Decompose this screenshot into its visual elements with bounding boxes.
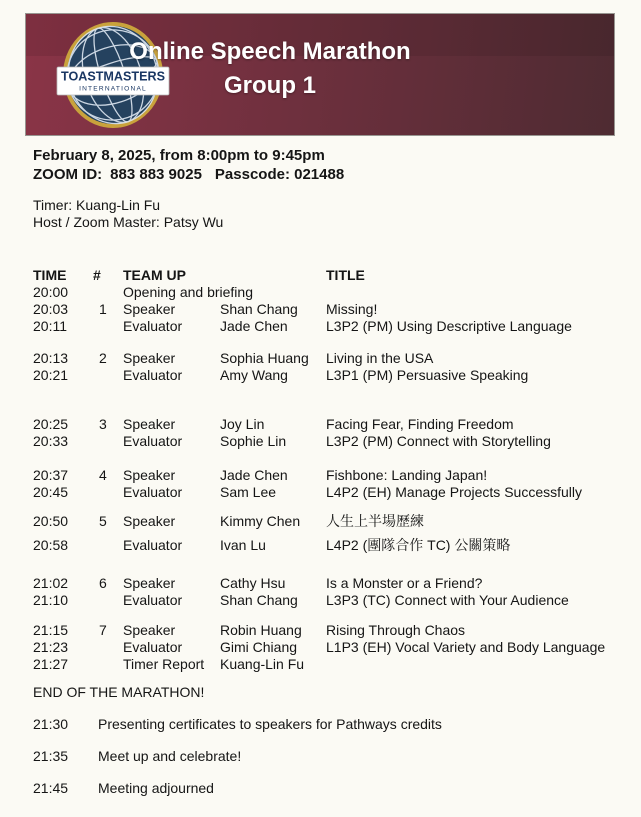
- cell-time: 21:27: [33, 656, 69, 672]
- passcode-value: Passcode: 021488: [214, 166, 345, 183]
- cell-time: 20:37: [33, 467, 69, 483]
- schedule-row: [33, 592, 633, 609]
- zoom-id-value: 883 883 9025: [110, 166, 202, 183]
- cell-number: 2: [99, 350, 107, 366]
- schedule-group: [33, 350, 633, 384]
- cell-role: Evaluator: [123, 433, 183, 449]
- cell-time: 21:02: [33, 575, 69, 591]
- end-of-marathon-line: END OF THE MARATHON!: [33, 684, 205, 700]
- cell-name: Sam Lee: [220, 484, 277, 500]
- cell-time: 21:10: [33, 592, 69, 608]
- schedule-row: [33, 509, 633, 533]
- cell-role: Evaluator: [123, 318, 183, 334]
- schedule-group: [33, 284, 633, 301]
- schedule-row: [33, 533, 633, 557]
- col-header-blank: [220, 267, 326, 284]
- cell-number: [93, 433, 123, 450]
- logo-text-toastmasters: TOASTMASTERS: [60, 69, 166, 84]
- cell-number: 6: [99, 575, 107, 591]
- schedule-row: [33, 622, 633, 639]
- cell-role: Speaker: [123, 467, 176, 483]
- cell-role: Evaluator: [123, 639, 183, 655]
- cell-title: Living in the USA: [326, 350, 434, 366]
- schedule-row: [33, 350, 633, 367]
- cell-number: [93, 639, 123, 656]
- cell-time: 20:50: [33, 513, 69, 529]
- cell-role: Speaker: [123, 301, 176, 317]
- cell-number: [93, 656, 123, 673]
- banner-title: [84, 35, 456, 103]
- roles-info: [33, 197, 223, 231]
- cell-time: 20:13: [33, 350, 69, 366]
- cell-role: Evaluator: [123, 592, 183, 608]
- cell-role: Opening and briefing: [123, 284, 253, 300]
- logo-text-international: INTERNATIONAL: [79, 85, 147, 93]
- cell-title: Fishbone: Landing Japan!: [326, 467, 488, 483]
- cell-time: 20:11: [33, 318, 67, 334]
- col-header-num: #: [93, 267, 101, 283]
- cell-number: [93, 284, 123, 301]
- schedule-group: [33, 467, 633, 501]
- cell-time: 20:58: [33, 537, 69, 553]
- schedule-table: [33, 267, 633, 673]
- cell-name: Kimmy Chen: [220, 513, 301, 529]
- cell-title: [326, 284, 633, 301]
- meeting-info: [33, 146, 344, 184]
- cell-title: L3P2 (PM) Using Descriptive Language: [326, 318, 572, 334]
- cell-role: Speaker: [123, 416, 176, 432]
- schedule-row: [33, 656, 633, 673]
- schedule-row: [33, 484, 633, 501]
- zoom-info-line: [33, 165, 344, 184]
- schedule-row: [33, 318, 633, 335]
- schedule-group: [33, 416, 633, 450]
- cell-name: Ivan Lu: [220, 537, 266, 553]
- closing-item: [33, 748, 442, 765]
- banner: [25, 13, 615, 136]
- cell-number: [93, 318, 123, 335]
- cell-title: L3P3 (TC) Connect with Your Audience: [326, 592, 569, 608]
- closing-item-time: 21:30: [33, 716, 69, 732]
- closing-item: [33, 716, 442, 733]
- schedule-group: [33, 575, 633, 609]
- cell-role: Speaker: [123, 622, 176, 638]
- cell-time: 20:00: [33, 284, 69, 300]
- closing-item-time: 21:35: [33, 748, 69, 764]
- cell-role: Speaker: [123, 513, 176, 529]
- timer-line: Timer: Kuang-Lin Fu: [33, 197, 161, 213]
- schedule-row: [33, 367, 633, 384]
- cell-role: Evaluator: [123, 367, 183, 383]
- col-header-title: TITLE: [326, 267, 365, 283]
- cell-title: Is a Monster or a Friend?: [326, 575, 483, 591]
- cell-number: 3: [99, 416, 107, 432]
- cell-name: Joy Lin: [220, 416, 265, 432]
- cell-number: 1: [99, 301, 107, 317]
- zoom-id-label: ZOOM ID:: [33, 166, 103, 183]
- banner-title-line1: Online Speech Marathon: [129, 38, 411, 65]
- cell-role: Timer Report: [123, 656, 205, 672]
- cell-role: Speaker: [123, 575, 176, 591]
- cell-role: Evaluator: [123, 537, 183, 553]
- cell-name: Jade Chen: [220, 467, 288, 483]
- cell-title: L4P2 (EH) Manage Projects Successfully: [326, 484, 582, 500]
- cell-number: 4: [99, 467, 107, 483]
- cell-number: [93, 592, 123, 609]
- schedule-header-row: [33, 267, 633, 284]
- cell-time: 20:03: [33, 301, 69, 317]
- cell-number: [93, 367, 123, 384]
- schedule-row: [33, 433, 633, 450]
- closing-items: [33, 716, 442, 797]
- cell-role: Evaluator: [123, 484, 183, 500]
- schedule-row: [33, 639, 633, 656]
- cell-time: 21:23: [33, 639, 69, 655]
- closing-item-time: 21:45: [33, 780, 69, 796]
- cell-name: Amy Wang: [220, 367, 288, 383]
- cell-name: Shan Chang: [220, 592, 298, 608]
- cell-title: L3P1 (PM) Persuasive Speaking: [326, 367, 529, 383]
- cell-title: 人生上半場歷練: [326, 513, 424, 529]
- cell-name: Jade Chen: [220, 318, 288, 334]
- closing-item: [33, 780, 442, 797]
- cell-name: Robin Huang: [220, 622, 302, 638]
- cell-number: 5: [99, 513, 107, 529]
- cell-time: 20:21: [33, 367, 69, 383]
- col-header-time: TIME: [33, 267, 67, 283]
- schedule-group: [33, 509, 633, 557]
- cell-number: 7: [99, 622, 107, 638]
- schedule-row: [33, 575, 633, 592]
- cell-title: L1P3 (EH) Vocal Variety and Body Language: [326, 639, 606, 655]
- cell-title: Rising Through Chaos: [326, 622, 466, 638]
- cell-name: Cathy Hsu: [220, 575, 286, 591]
- cell-name: Shan Chang: [220, 301, 298, 317]
- closing-item-text: Meet up and celebrate!: [98, 748, 242, 764]
- cell-name: Sophia Huang: [220, 350, 309, 366]
- schedule-row: [33, 301, 633, 318]
- cell-time: 20:45: [33, 484, 69, 500]
- cell-time: 20:33: [33, 433, 69, 449]
- banner-title-line2: Group 1: [223, 72, 316, 99]
- schedule-row: [33, 467, 633, 484]
- col-header-team: TEAM UP: [123, 267, 186, 283]
- schedule-group: [33, 301, 633, 335]
- schedule-row: [33, 284, 633, 301]
- schedule-groups: [33, 284, 633, 673]
- cell-title: L4P2 (團隊合作 TC) 公關策略: [326, 537, 511, 553]
- cell-title: [326, 656, 633, 673]
- schedule-group: [33, 622, 633, 673]
- cell-number: [93, 484, 123, 501]
- closing-item-text: Presenting certificates to speakers for Pathways credits: [98, 716, 442, 732]
- cell-time: 20:25: [33, 416, 69, 432]
- schedule-row: [33, 416, 633, 433]
- cell-name: Kuang-Lin Fu: [220, 656, 305, 672]
- cell-name: Gimi Chiang: [220, 639, 298, 655]
- cell-title: L3P2 (PM) Connect with Storytelling: [326, 433, 551, 449]
- cell-title: Missing!: [326, 301, 378, 317]
- cell-title: Facing Fear, Finding Freedom: [326, 416, 514, 432]
- host-line: Host / Zoom Master: Patsy Wu: [33, 214, 224, 230]
- cell-number: [93, 533, 123, 557]
- cell-name: Sophie Lin: [220, 433, 287, 449]
- closing-item-text: Meeting adjourned: [98, 780, 214, 796]
- cell-time: 21:15: [33, 622, 69, 638]
- cell-role: Speaker: [123, 350, 176, 366]
- meeting-date: February 8, 2025, from 8:00pm to 9:45pm: [33, 147, 325, 164]
- closing-section: [33, 684, 442, 797]
